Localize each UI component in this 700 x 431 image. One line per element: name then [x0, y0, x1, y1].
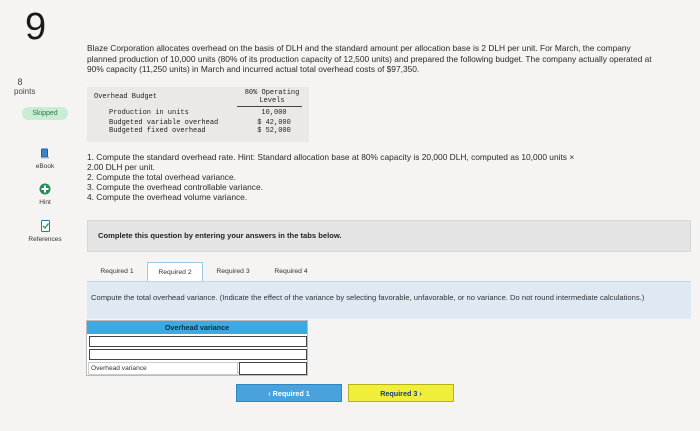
ebook-label: eBook [35, 163, 55, 170]
tab-instructions-panel [87, 281, 691, 319]
tab-required-3[interactable]: Required 3 [205, 262, 261, 281]
prev-required-button[interactable]: ‹ Required 1 [236, 384, 342, 402]
task-item: 4. Compute the overhead volume variance. [87, 192, 248, 202]
overhead-variance-select[interactable] [239, 362, 307, 375]
points-label: points [14, 87, 36, 97]
status-badge: Skipped [22, 107, 68, 120]
budget-column-header: 80% Operating Levels [244, 89, 300, 105]
instruction-bar [87, 220, 691, 252]
budget-title: Overhead Budget [94, 93, 158, 101]
task-item: 1. Compute the standard overhead rate. Hint: Standard allocation base at 80% capacity is 20,000 DLH, computed as 10,000 units × [87, 152, 575, 162]
tab-instructions-text: Compute the total overhead variance. (Indicate the effect of the variance by selecting favorable, unfavorable, or no variance. Do not round intermediate calculations.) [91, 293, 645, 302]
answer-input-row-2[interactable] [89, 349, 307, 360]
task-item: 2. Compute the total overhead variance. [87, 172, 236, 182]
ebook-button[interactable] [22, 148, 68, 170]
table-header: Overhead variance [87, 321, 307, 334]
task-item: 3. Compute the overhead controllable variance. [87, 182, 263, 192]
ebook-icon [22, 148, 68, 161]
references-icon [22, 220, 68, 234]
instruction-text: Complete this question by entering your answers in the tabs below. [98, 231, 342, 240]
task-list [87, 152, 677, 202]
chevron-right-icon: › [419, 389, 422, 398]
references-label: References [28, 236, 62, 243]
answer-input-row-1[interactable] [89, 336, 307, 347]
next-required-button[interactable]: Required 3 › [348, 384, 454, 402]
chevron-left-icon: ‹ [268, 389, 271, 398]
overhead-budget-table: Overhead Budget 80% Operating Levels Production in units 10,000 Budgeted variable overhead $ 42,000 Budgeted fixed overhead $ 52,000 [87, 87, 309, 142]
question-number: 9 [25, 6, 47, 48]
hint-label: Hint [39, 199, 51, 206]
tab-required-4[interactable]: Required 4 [263, 262, 319, 281]
budget-header-rule [237, 106, 302, 107]
points-indicator [14, 77, 36, 97]
overhead-variance-label: Overhead variance [88, 362, 238, 375]
task-item-continued: 2.00 DLH per unit. [87, 162, 155, 172]
hint-icon [22, 183, 68, 197]
problem-intro: Blaze Corporation allocates overhead on the basis of DLH and the standard amount per allocation base is 2 DLH per unit. For March, the company planned production of 10,000 units (80% of its production capacity of 12,500 units) and prepared the following budget. The company actually operated at 90% capacity (11,250 units) in March and incurred actual total overhead costs of $97,350. [87, 43, 652, 75]
tab-required-1[interactable]: Required 1 [89, 262, 145, 281]
points-value: 8 [17, 77, 23, 87]
tab-required-2[interactable]: Required 2 [147, 262, 203, 281]
references-button[interactable] [22, 220, 68, 243]
hint-button[interactable] [22, 183, 68, 206]
